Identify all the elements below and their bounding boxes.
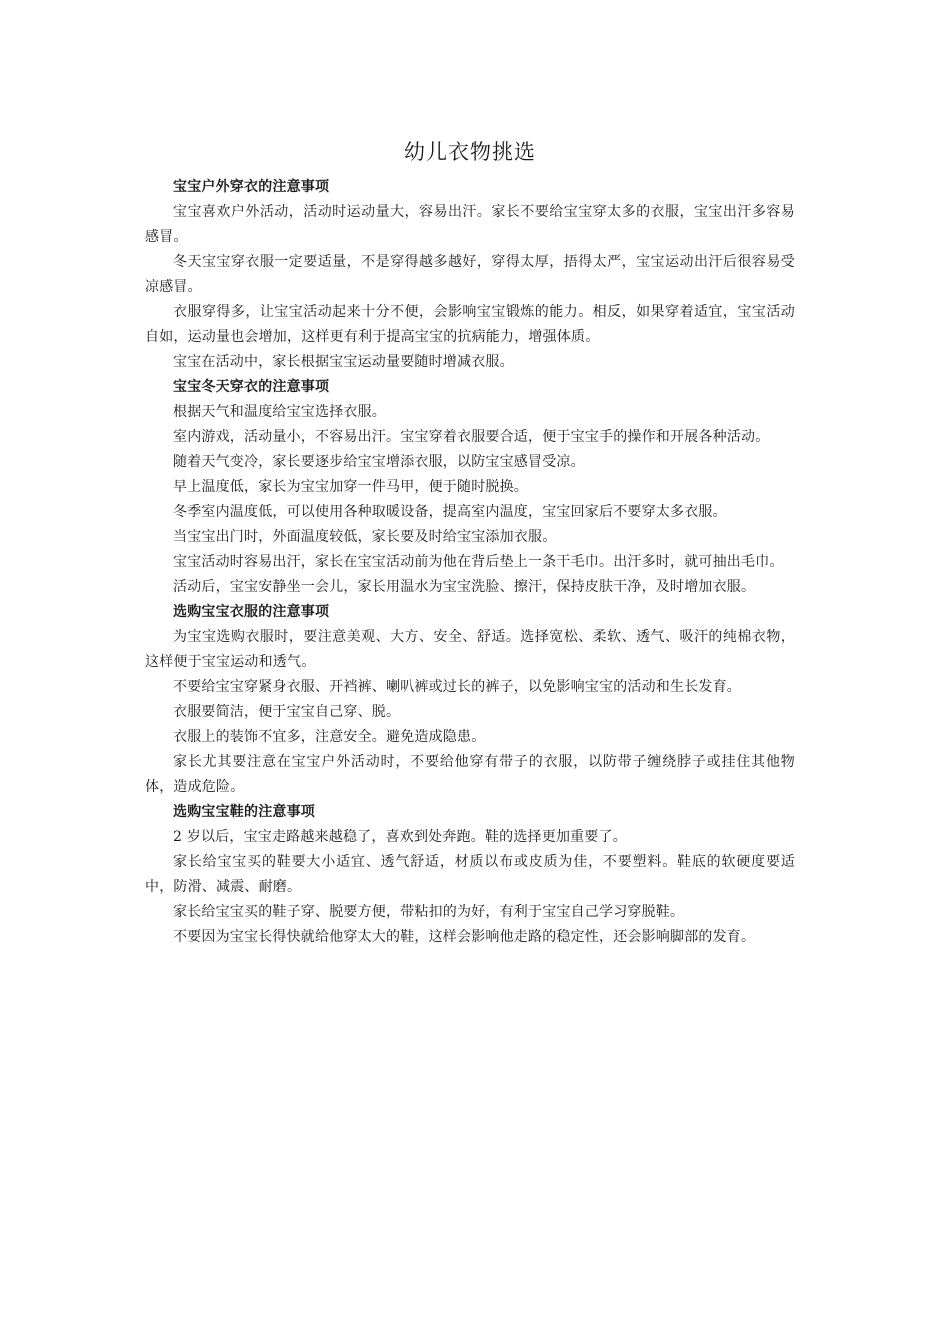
paragraph: 当宝宝出门时，外面温度较低，家长要及时给宝宝添加衣服。 xyxy=(173,529,557,545)
paragraph: 为宝宝选购衣服时，要注意美观、大方、安全、舒适。选择宽松、柔软、透气、吸汗的纯棉衣物，这样便于宝宝运动和透气。 xyxy=(145,629,795,670)
paragraph: 不要因为宝宝长得快就给他穿太大的鞋，这样会影响他走路的稳定性，还会影响脚部的发育。 xyxy=(173,929,756,945)
paragraph: 活动后，宝宝安静坐一会儿，家长用温水为宝宝洗脸、擦汗，保持皮肤干净，及时增加衣服。 xyxy=(173,579,756,595)
section-heading-4: 选购宝宝鞋的注意事项 xyxy=(173,804,315,820)
paragraph: 2 岁以后，宝宝走路越来越稳了，喜欢到处奔跑。鞋的选择更加重要了。 xyxy=(173,829,627,845)
section-heading-3: 选购宝宝衣服的注意事项 xyxy=(173,604,330,620)
paragraph: 衣服要简洁，便于宝宝自己穿、脱。 xyxy=(173,704,401,720)
paragraph: 冬季室内温度低，可以使用各种取暖设备，提高室内温度，宝宝回家后不要穿太多衣服。 xyxy=(173,504,727,520)
paragraph: 冬天宝宝穿衣服一定要适量，不是穿得越多越好，穿得太厚，捂得太严，宝宝运动出汗后很容易受凉感冒。 xyxy=(145,254,795,295)
paragraph: 不要给宝宝穿紧身衣服、开裆裤、喇叭裤或过长的裤子，以免影响宝宝的活动和生长发育。 xyxy=(173,679,741,695)
paragraph: 宝宝活动时容易出汗，家长在宝宝活动前为他在背后垫上一条干毛巾。出汗多时，就可抽出毛巾。 xyxy=(173,554,784,570)
paragraph: 随着天气变冷，家长要逐步给宝宝增添衣服，以防宝宝感冒受凉。 xyxy=(173,454,585,470)
page-title: 幼儿衣物挑选 xyxy=(404,140,536,164)
paragraph: 宝宝喜欢户外活动，活动时运动量大，容易出汗。家长不要给宝宝穿太多的衣服，宝宝出汗多容易感冒。 xyxy=(145,204,795,245)
document-blocks xyxy=(145,175,795,950)
paragraph: 宝宝在活动中，家长根据宝宝运动量要随时增减衣服。 xyxy=(173,354,514,370)
document-body xyxy=(145,133,795,950)
paragraph: 衣服穿得多，让宝宝活动起来十分不便，会影响宝宝锻炼的能力。相反，如果穿着适宜，宝宝活动自如，运动量也会增加，这样更有利于提高宝宝的抗病能力，增强体质。 xyxy=(145,304,795,345)
paragraph: 根据天气和温度给宝宝选择衣服。 xyxy=(173,404,386,420)
paragraph: 早上温度低，家长为宝宝加穿一件马甲，便于随时脱换。 xyxy=(173,479,528,495)
section-heading-1: 宝宝户外穿衣的注意事项 xyxy=(173,179,330,195)
paragraph: 衣服上的装饰不宜多，注意安全。避免造成隐患。 xyxy=(173,729,486,745)
paragraph: 家长给宝宝买的鞋要大小适宜、透气舒适，材质以布或皮质为佳，不要塑料。鞋底的软硬度要适中，防滑、减震、耐磨。 xyxy=(145,854,795,895)
section-heading-2: 宝宝冬天穿衣的注意事项 xyxy=(173,379,330,395)
paragraph: 家长尤其要注意在宝宝户外活动时，不要给他穿有带子的衣服，以防带子缠绕脖子或挂住其他物体，造成危险。 xyxy=(145,754,795,795)
paragraph: 家长给宝宝买的鞋子穿、脱要方便，带粘扣的为好，有利于宝宝自己学习穿脱鞋。 xyxy=(173,904,685,920)
paragraph: 室内游戏，活动量小，不容易出汗。宝宝穿着衣服要合适，便于宝宝手的操作和开展各种活动。 xyxy=(173,429,770,445)
